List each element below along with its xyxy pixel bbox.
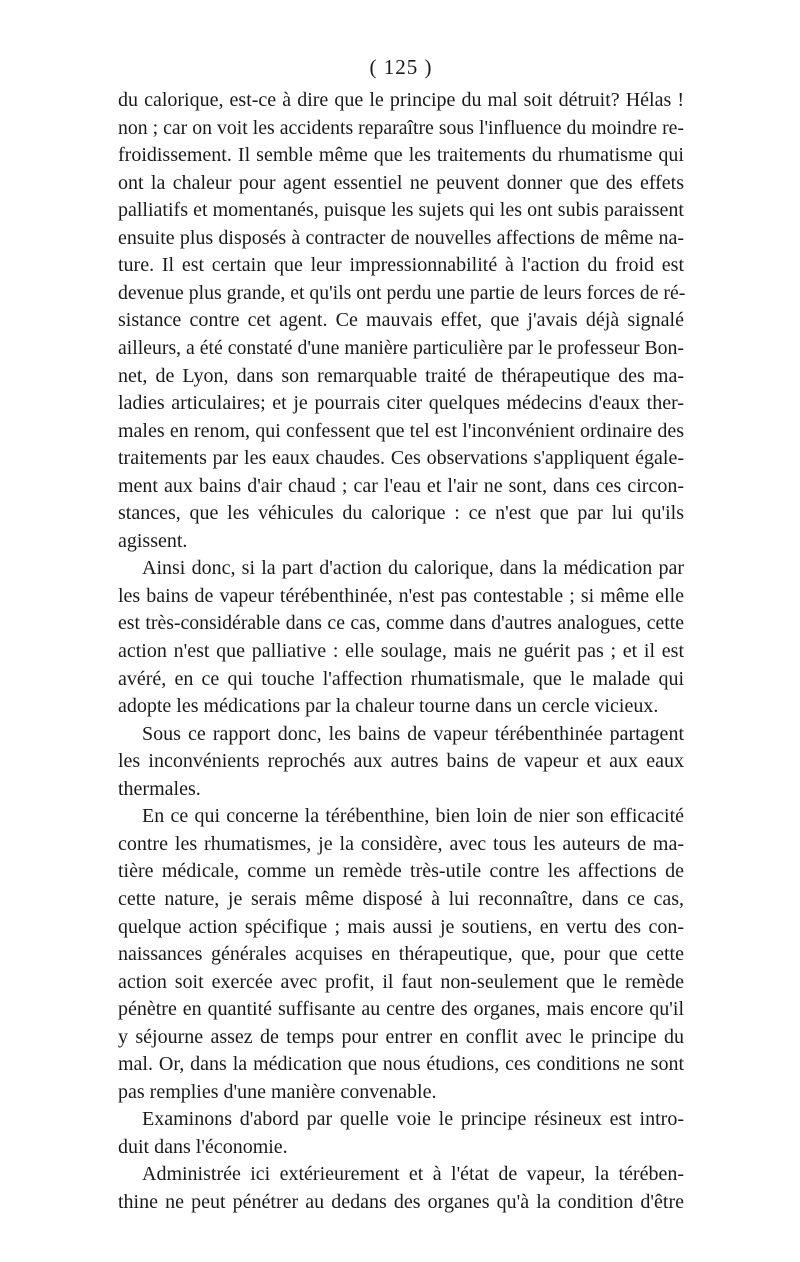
text-line: pas remplies d'une manière convenable. [118, 1080, 437, 1103]
page-number: ( 125 ) [369, 55, 433, 79]
book-page [118, 56, 684, 1217]
text-line: thine ne peut pénétrer au dedans des organes qu'à la condition d'être [118, 1190, 684, 1213]
text-line: ensuite plus disposés à contracter de nouvelles affections de même na- [118, 226, 684, 249]
text-line: Sous ce rapport donc, les bains de vapeur térébenthinée partagent [142, 722, 684, 745]
text-line: cette nature, je serais même disposé à lui reconnaître, dans ce cas, [118, 887, 684, 910]
text-line: stances, que les véhicules du calorique : ce n'est que par lui qu'ils [118, 502, 684, 525]
text-line: sistance contre cet agent. Ce mauvais effet, que j'avais déjà signalé [118, 309, 684, 332]
text-line: ment aux bains d'air chaud ; car l'eau et l'air ne sont, dans ces circon- [118, 474, 684, 497]
text-line: non ; car on voit les accidents reparaître sous l'influence du moindre re- [118, 116, 684, 139]
text-line: tière médicale, comme un remède très-utile contre les affections de [118, 860, 684, 883]
body-text [118, 87, 684, 1216]
text-line: pénètre en quantité suffisante au centre des organes, mais encore qu'il [118, 998, 684, 1021]
text-line: mal. Or, dans la médication que nous étudions, ces conditions ne sont [118, 1053, 684, 1076]
text-line: contre les rhumatismes, je la considère, avec tous les auteurs de ma- [118, 832, 684, 855]
text-line: net, de Lyon, dans son remarquable traité de thérapeutique des ma- [118, 364, 684, 387]
text-line: Examinons d'abord par quelle voie le principe résineux est intro- [142, 1108, 684, 1131]
text-line: adopte les médications par la chaleur tourne dans un cercle vicieux. [118, 695, 659, 718]
text-line: ailleurs, a été constaté d'une manière particulière par le professeur Bon- [118, 337, 684, 360]
text-line: naissances générales acquises en thérapeutique, que, pour que cette [118, 943, 684, 966]
text-line: les bains de vapeur térébenthinée, n'est pas contestable ; si même elle [118, 584, 684, 607]
text-line: thermales. [118, 777, 201, 800]
text-line: ture. Il est certain que leur impressionnabilité à l'action du froid est [118, 254, 684, 277]
text-line: palliatifs et momentanés, puisque les sujets qui les ont subis paraissent [118, 199, 684, 222]
text-line: quelque action spécifique ; mais aussi je soutiens, en vertu des con- [118, 915, 684, 938]
text-line: froidissement. Il semble même que les traitements du rhumatisme qui [118, 144, 684, 167]
text-line: traitements par les eaux chaudes. Ces observations s'appliquent égale- [118, 447, 684, 470]
text-line: males en renom, qui confessent que tel est l'inconvénient ordinaire des [118, 419, 684, 442]
text-line: les inconvénients reprochés aux autres bains de vapeur et aux eaux [118, 750, 684, 773]
text-line: action n'est que palliative : elle soulage, mais ne guérit pas ; et il est [118, 640, 684, 663]
text-line: duit dans l'économie. [118, 1135, 288, 1158]
text-line: ont la chaleur pour agent essentiel ne peuvent donner que des effets [118, 171, 684, 194]
text-line: y séjourne assez de temps pour entrer en conflit avec le principe du [118, 1025, 684, 1048]
text-line: ladies articulaires; et je pourrais citer quelques médecins d'eaux ther- [118, 392, 684, 415]
text-line: devenue plus grande, et qu'ils ont perdu une partie de leurs forces de ré- [118, 281, 686, 304]
text-line: est très-considérable dans ce cas, comme dans d'autres analogues, cette [118, 612, 684, 635]
text-line: Administrée ici extérieurement et à l'état de vapeur, la térében- [142, 1163, 684, 1186]
text-line: action soit exercée avec profit, il faut non-seulement que le remède [118, 970, 684, 993]
text-line: Ainsi donc, si la part d'action du calorique, dans la médication par [142, 557, 684, 580]
text-line: du calorique, est-ce à dire que le principe du mal soit détruit? Hélas ! [118, 89, 684, 112]
text-line: avéré, en ce qui touche l'affection rhumatismale, que le malade qui [118, 667, 684, 690]
text-line: agissent. [118, 529, 188, 552]
text-line: En ce qui concerne la térébenthine, bien loin de nier son efficacité [142, 805, 684, 828]
